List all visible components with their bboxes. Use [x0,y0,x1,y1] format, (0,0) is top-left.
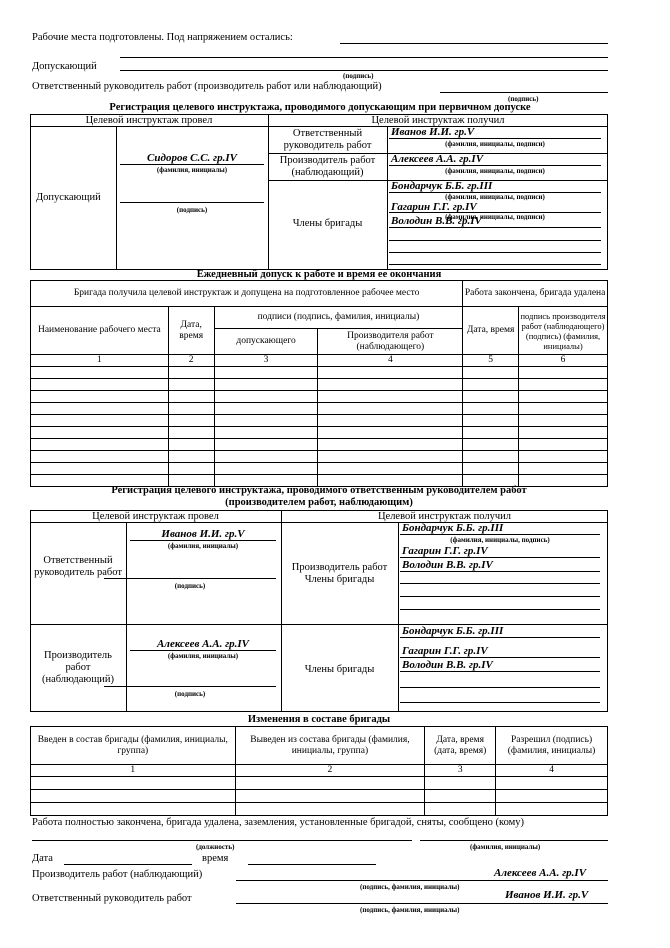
brigade-changes-table [30,726,608,816]
empty-cell[interactable] [496,790,608,803]
table-row [31,451,608,463]
s2-col-num: 6 [519,355,608,367]
workplaces-label: Рабочие места подготовлены. Под напряжением остались: [32,32,293,43]
s3-sign-hint-2: (подпись) [174,690,206,698]
daily-admission-table [30,280,608,487]
s2-place-name: Наименование рабочего места [31,307,169,355]
workplaces-line[interactable] [340,43,608,44]
s2-col-num: 1 [31,355,169,367]
s1-member1[interactable]: Бондарчук Б.Б. гр.III [391,180,493,192]
s2-signatures: подписи (подпись, фамилия, инициалы) [214,307,463,329]
empty-cell[interactable] [31,427,169,439]
empty-cell[interactable] [214,379,318,391]
empty-cell[interactable] [519,451,608,463]
s3-b-line[interactable] [400,702,600,703]
s1-sign-hint: (подпись) [176,206,208,214]
empty-cell[interactable] [425,790,496,803]
empty-cell[interactable] [168,367,214,379]
s4-col-num: 1 [31,765,236,777]
responsible-sign-hint: (подпись, фамилия, инициалы) [360,906,460,914]
s3-name-hint-1: (фамилия, инициалы) [167,542,239,550]
empty-cell[interactable] [168,463,214,475]
empty-cell[interactable] [463,379,519,391]
s3-a-line[interactable] [400,596,600,597]
s2-date-time2: Дата, время [463,307,519,355]
s4-date-time: Дата, время (дата, время) [425,727,496,765]
s3-a-member3[interactable]: Володин В.В. гр.IV [402,559,493,571]
empty-cell[interactable] [31,379,169,391]
empty-cell[interactable] [168,439,214,451]
empty-cell[interactable] [318,415,463,427]
empty-cell[interactable] [31,415,169,427]
s2-col-num: 3 [214,355,318,367]
s1-members: Члены бригады [292,218,363,229]
empty-cell[interactable] [463,403,519,415]
recipient-line[interactable] [420,840,608,841]
empty-cell[interactable] [214,439,318,451]
s1-member2[interactable]: Гагарин Г.Г. гр.IV [391,201,477,213]
s2-col-num: 5 [463,355,519,367]
completed-label: Работа полностью закончена, бригада удалена, заземления, установленные бригадой, сняты, сообщено (кому) [32,817,525,828]
bottom-responsible-name[interactable]: Иванов И.И. гр.V [505,889,589,901]
table-row [31,463,608,475]
s4-removed: Выведен из состава бригады (фамилия, инициалы, группа) [235,727,425,765]
s1-producer: Производитель работ (наблюдающий) [279,155,376,178]
empty-cell[interactable] [168,451,214,463]
empty-cell[interactable] [235,803,425,816]
s1-conducted: Целевой инструктаж провел [85,115,213,126]
empty-cell[interactable] [168,415,214,427]
s3-sign-line-1[interactable] [104,578,276,579]
s2-col-num: 4 [318,355,463,367]
empty-cell[interactable] [519,379,608,391]
s2-col-num: 2 [168,355,214,367]
empty-cell[interactable] [214,463,318,475]
s3-a-member1[interactable]: Бондарчук Б.Б. гр.III [402,522,504,534]
empty-cell[interactable] [31,403,169,415]
s4-col-num: 3 [425,765,496,777]
empty-cell[interactable] [463,439,519,451]
s2-producer: Производителя работ (наблюдающего) [318,329,463,355]
s1-producer-name[interactable]: Алексеев А.А. гр.IV [391,153,484,165]
empty-cell[interactable] [318,451,463,463]
empty-cell[interactable] [318,391,463,403]
s1-name-sign-hint-2: (фамилия, инициалы, подписи) [445,167,545,175]
bottom-responsible-label: Ответственный руководитель работ [32,893,192,904]
empty-cell[interactable] [31,451,169,463]
s2-admitter: допускающего [214,329,318,355]
table-row [31,777,608,790]
s1-member-line[interactable] [389,240,601,241]
table-row [31,367,608,379]
s3-producer-name[interactable]: Алексеев А.А. гр.IV [156,638,250,650]
s1-name-hint: (фамилия, инициалы) [156,166,228,174]
empty-cell[interactable] [168,379,214,391]
section1-title: Регистрация целевого инструктажа, проводимого допускающим при первичном допуске [109,102,531,113]
s1-responsible: Ответственный руководитель работ [283,128,372,151]
empty-cell[interactable] [235,777,425,790]
s1-name-sign-hint-4: (фамилия, инициалы, подписи) [445,213,545,221]
empty-cell[interactable] [463,391,519,403]
empty-cell[interactable] [496,777,608,790]
s2-date-time: Дата, время [168,307,214,355]
empty-cell[interactable] [425,803,496,816]
position-hint: (должность) [196,843,235,851]
s2-work-finished: Работа закончена, бригада удалена [463,281,608,307]
s3-responsible: Ответственный руководитель работ [34,555,122,578]
empty-cell[interactable] [318,403,463,415]
s3-received: Целевой инструктаж получил [377,511,512,522]
s4-introduced: Введен в состав бригады (фамилия, инициалы, группа) [31,727,236,765]
time-line[interactable] [248,864,376,865]
empty-cell[interactable] [31,367,169,379]
s4-col-num: 4 [496,765,608,777]
table-row [31,439,608,451]
empty-cell[interactable] [463,367,519,379]
s3-b-member3[interactable]: Володин В.В. гр.IV [402,659,493,671]
responsible-signature-line[interactable] [236,903,608,904]
empty-cell[interactable] [463,427,519,439]
empty-cell[interactable] [214,427,318,439]
responsible-signature-hint: (подпись) [508,95,539,103]
empty-cell[interactable] [463,451,519,463]
empty-cell[interactable] [31,439,169,451]
s3-b-line[interactable] [400,687,600,688]
s2-brigade-received: Бригада получила целевой инструктаж и допущена на подготовленное рабочее место [31,281,463,307]
separator-line [120,57,608,58]
empty-cell[interactable] [463,415,519,427]
s3-sign-hint-1: (подпись) [174,582,206,590]
table-row [31,803,608,816]
s3-a-hint: (фамилия, инициалы, подпись) [450,536,550,544]
empty-cell[interactable] [425,777,496,790]
empty-cell[interactable] [519,427,608,439]
empty-cell[interactable] [519,415,608,427]
position-line[interactable] [32,840,412,841]
s1-name-sign-hint-3: (фамилия, инициалы, подписи) [445,193,545,201]
empty-cell[interactable] [31,790,236,803]
s1-received: Целевой инструктаж получил [371,115,505,126]
name-hint: (фамилия, инициалы) [470,843,541,851]
s4-col-num: 2 [235,765,425,777]
section2-title: Ежедневный допуск к работе и время ее окончания [196,269,442,280]
empty-cell[interactable] [519,391,608,403]
empty-cell[interactable] [519,367,608,379]
empty-cell[interactable] [31,463,169,475]
section4-title: Изменения в составе бригады [247,714,391,725]
s1-admitter-name[interactable]: Сидоров С.С. гр.IV [147,152,237,164]
table-row [31,427,608,439]
bottom-producer-name[interactable]: Алексеев А.А. гр.IV [494,867,587,879]
responsible-label: Ответственный руководитель работ (производитель работ или наблюдающий) [32,81,382,92]
empty-cell[interactable] [214,451,318,463]
empty-cell[interactable] [235,790,425,803]
s1-member-line[interactable] [389,252,601,253]
empty-cell[interactable] [31,391,169,403]
s3-a-line[interactable] [400,583,600,584]
s3-producer: Производитель работ (наблюдающий) [41,650,115,685]
s3-name-hint-2: (фамилия, инициалы) [167,652,239,660]
s1-admitter-sign-line[interactable] [120,202,264,203]
s4-allowed: Разрешил (подпись) (фамилия, инициалы) [496,727,608,765]
empty-cell[interactable] [168,403,214,415]
empty-cell[interactable] [519,463,608,475]
empty-cell[interactable] [463,463,519,475]
s1-responsible-name[interactable]: Иванов И.И. гр.V [391,126,475,138]
empty-cell[interactable] [214,415,318,427]
table-row [31,415,608,427]
producer-label: Производитель работ (наблюдающий) [32,869,203,880]
date-label: Дата [32,853,53,864]
empty-cell[interactable] [214,367,318,379]
time-label: время [202,853,229,864]
table-row [31,403,608,415]
s3-sign-line-2[interactable] [104,686,276,687]
empty-cell[interactable] [318,439,463,451]
s1-name-sign-hint-1: (фамилия, инициалы, подписи) [445,140,545,148]
section3-title-line2: (производителем работ, наблюдающим) [225,497,413,508]
table-row [31,379,608,391]
s3-b-member2[interactable]: Гагарин Г.Г. гр.IV [402,645,488,657]
admitter-signature-hint: (подпись) [343,72,374,80]
s1-member-line[interactable] [389,264,601,265]
s3-a-member2[interactable]: Гагарин Г.Г. гр.IV [402,545,488,557]
empty-cell[interactable] [318,463,463,475]
empty-cell[interactable] [519,439,608,451]
empty-cell[interactable] [214,391,318,403]
date-line[interactable] [64,864,192,865]
empty-cell[interactable] [214,403,318,415]
s3-responsible-name[interactable]: Иванов И.И. гр.V [161,528,245,540]
s2-producer-sign: подпись производителя работ (наблюдающего) (подпись) (фамилия, инициалы) [519,307,608,355]
empty-cell[interactable] [496,803,608,816]
empty-cell[interactable] [318,367,463,379]
s3-b-member1[interactable]: Бондарчук Б.Б. гр.III [402,625,504,637]
s3-producer-members: Производитель работ Члены бригады [291,562,388,585]
table-row [31,391,608,403]
producer-signature-line[interactable] [236,880,608,881]
empty-cell[interactable] [318,427,463,439]
responsible-signature-line[interactable] [440,92,608,93]
empty-cell[interactable] [31,803,236,816]
admitter-signature-line[interactable] [120,70,608,71]
admitter-label: Допускающий [32,61,97,72]
s1-admitter: Допускающий [36,192,101,203]
s1-member3[interactable]: Володин В.В. гр.IV [391,215,482,227]
empty-cell[interactable] [168,427,214,439]
empty-cell[interactable] [31,777,236,790]
producer-sign-hint: (подпись, фамилия, инициалы) [360,883,460,891]
s3-a-line[interactable] [400,609,600,610]
s3-members: Члены бригады [304,664,375,675]
s3-conducted: Целевой инструктаж провел [92,511,219,522]
section3-title-line1: Регистрация целевого инструктажа, проводимого ответственным руководителем работ [111,485,527,496]
empty-cell[interactable] [519,403,608,415]
empty-cell[interactable] [168,391,214,403]
table-row [31,790,608,803]
empty-cell[interactable] [318,379,463,391]
